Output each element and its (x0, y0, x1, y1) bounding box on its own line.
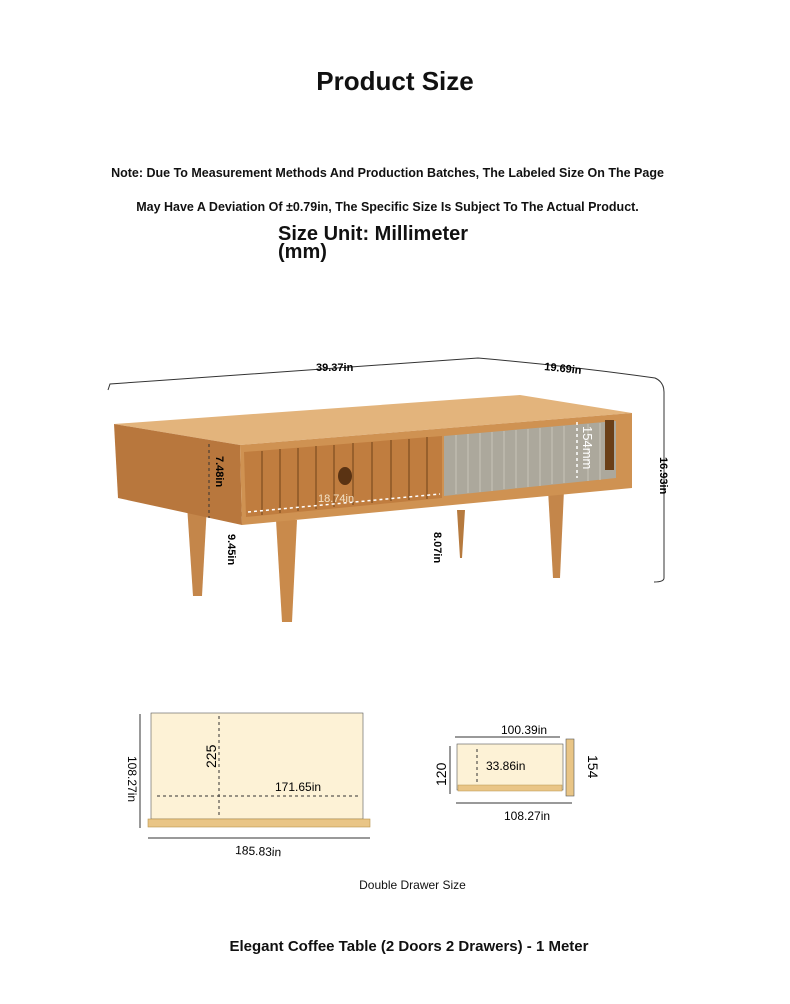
drawer-caption: Double Drawer Size (359, 878, 466, 892)
glass-height-label: 154mm (580, 426, 595, 470)
page-title: Product Size (316, 66, 474, 96)
drawer-base (148, 819, 370, 827)
left-leg (187, 505, 207, 596)
length-label: 39.37in (316, 362, 354, 374)
drawer-side-base (458, 785, 562, 791)
drawer-box (151, 713, 363, 819)
drawer-panel (566, 739, 574, 796)
inner-width-label: 171.65in (275, 780, 322, 794)
inner-depth-label: 33.86in (486, 759, 526, 773)
door-handle (605, 420, 614, 470)
height-label: 16.93in (657, 457, 669, 495)
bottom-width-label: 108.27in (504, 809, 551, 823)
drawer-handle-hole (338, 467, 352, 485)
total-width-label: 185.83in (234, 843, 282, 860)
measurement-note-line-1: Note: Due To Measurement Methods And Production Batches, The Labeled Size On The Page (111, 166, 664, 180)
back-right-leg (457, 510, 465, 558)
leg-clearance-label: 9.45in (225, 534, 237, 566)
shelf-gap-label: 8.07in (431, 532, 443, 564)
right-leg (548, 490, 564, 578)
coffee-table-diagram (0, 330, 790, 650)
drawer-height-label: 225 (203, 744, 219, 768)
left-height-label: 120 (433, 762, 449, 786)
right-height-label: 154 (585, 755, 601, 779)
drawer-front-diagram (120, 705, 380, 865)
top-width-label: 100.39in (501, 723, 548, 737)
measurement-note-line-2: May Have A Deviation Of ±0.79in, The Specific Size Is Subject To The Actual Product. (136, 200, 639, 214)
depth-label: 19.69in (543, 361, 583, 377)
size-unit-label: Size Unit: Millimeter (mm) (278, 223, 469, 263)
cabinet-height-label: 7.48in (213, 456, 225, 488)
product-name: Elegant Coffee Table (2 Doors 2 Drawers) - 1 Meter (229, 938, 589, 955)
side-depth-label: 108.27in (125, 756, 139, 803)
drawer-side-diagram (430, 720, 610, 830)
drawer-width-label: 18.74in (318, 493, 355, 505)
front-leg (276, 520, 297, 622)
